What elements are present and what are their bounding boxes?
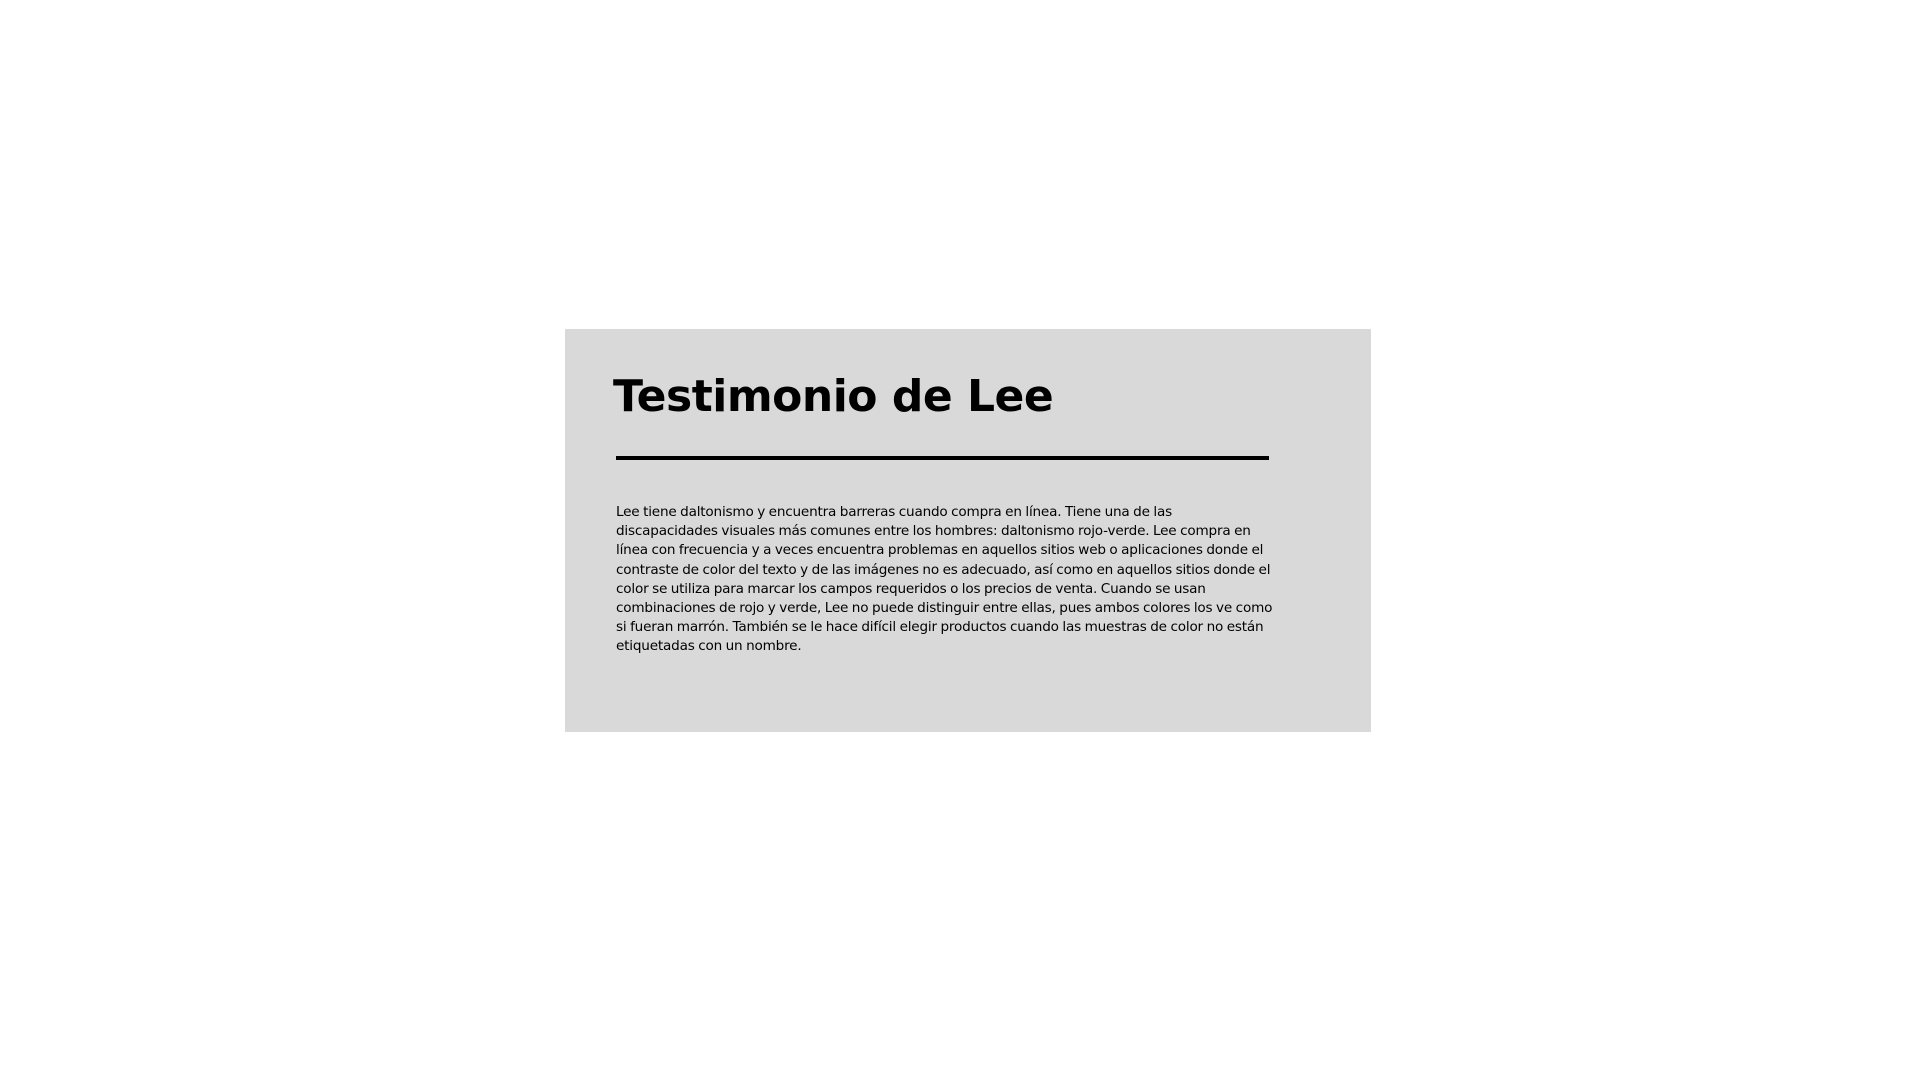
title-divider [616,456,1269,460]
testimonial-body: Lee tiene daltonismo y encuentra barreras cuando compra en línea. Tiene una de las discapacidades visuales más comunes entre los hombres: daltonismo rojo-verde. Lee compra en línea con frecuencia y a veces encuentra problemas en aquellos sitios web o aplicaciones donde el contraste de color del texto y de las imágenes no es adecuado, así como en aquellos sitios donde el color se utiliza para marcar los campos requeridos o los precios de venta. Cuando se usan combinaciones de rojo y verde, Lee no puede distinguir entre ellas, pues ambos colores los ve como si fueran marrón. También se le hace difícil elegir productos cuando las muestras de color no están etiquetadas con un nombre. [616,504,1273,655]
testimonial-title: Testimonio de Lee [613,371,1054,422]
testimonial-card [565,329,1371,732]
